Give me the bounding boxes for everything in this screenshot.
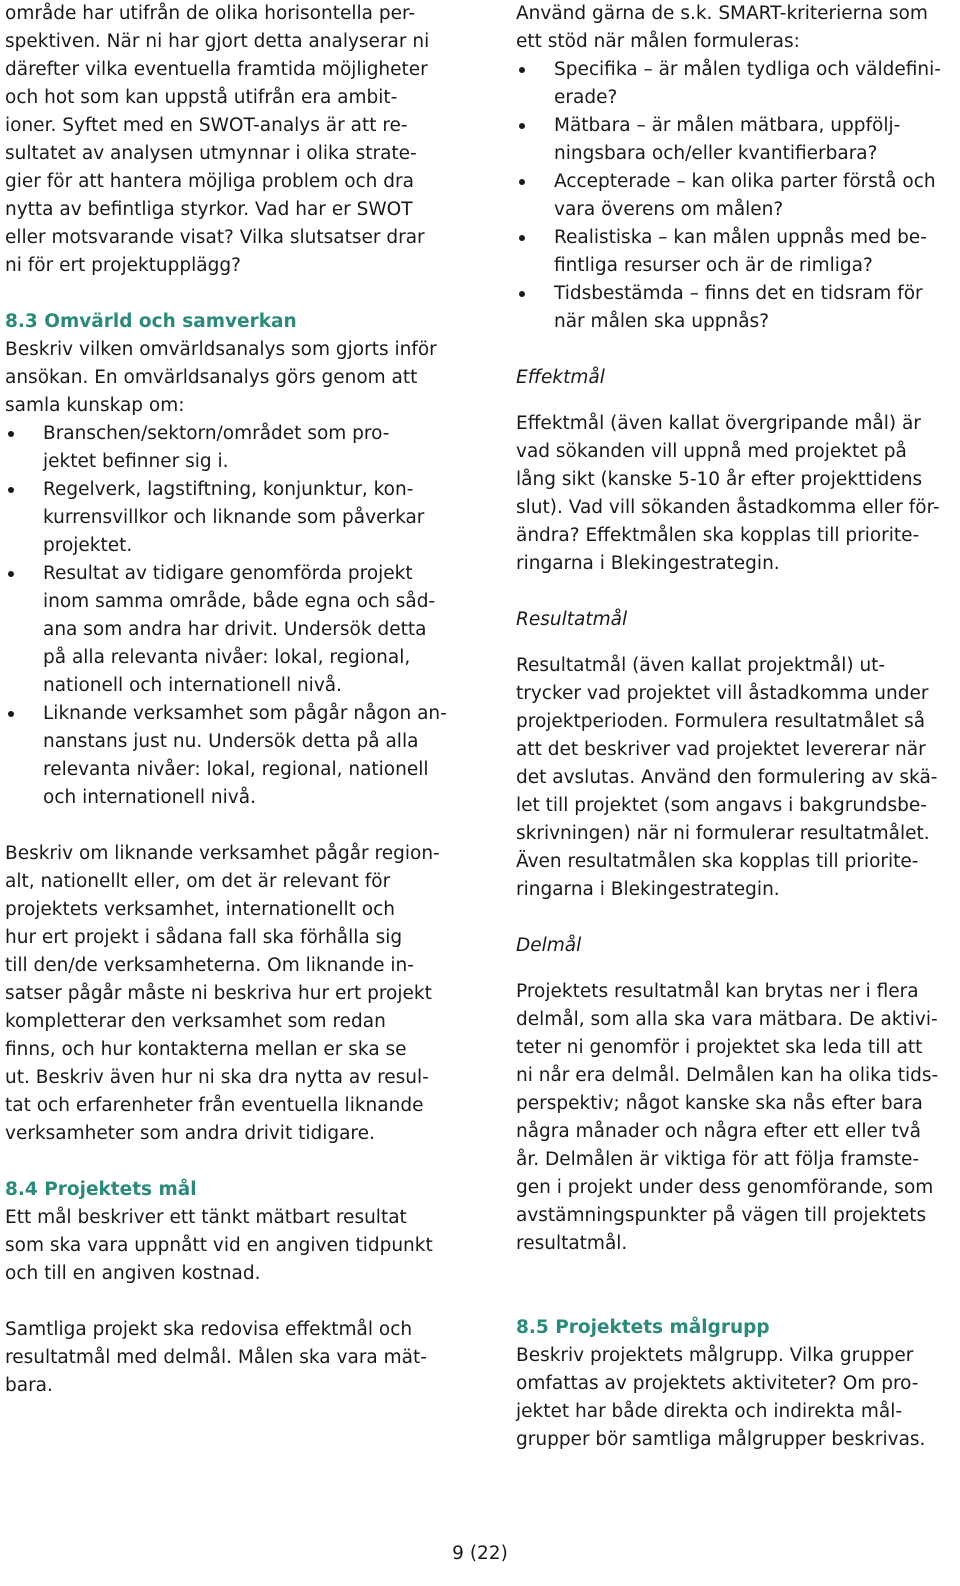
text-line: ningsbara och/eller kvantifierbara? xyxy=(554,143,878,164)
section-8-5-paragraph xyxy=(516,1342,952,1454)
text-line: vad sökanden vill uppnå med projektet på xyxy=(516,441,907,462)
text-line: därefter vilka eventuella framtida möjligheter xyxy=(5,59,428,80)
text-line: verksamheter som andra drivit tidigare. xyxy=(5,1123,375,1144)
list-item xyxy=(516,280,952,336)
text-line: Beskriv om liknande verksamhet pågår region- xyxy=(5,843,440,864)
smart-bullet-list xyxy=(516,56,952,336)
text-line: kurrensvillkor och liknande som påverkar xyxy=(43,507,425,528)
text-line: sultatet av analysen utmynnar i olika strate- xyxy=(5,143,417,164)
text-line: fintliga resurser och är de rimliga? xyxy=(554,255,873,276)
bullet-list xyxy=(5,420,457,812)
text-line: Resultatmål (även kallat projektmål) ut- xyxy=(516,655,886,676)
text-line: och till en angiven kostnad. xyxy=(5,1263,261,1284)
text-line: ioner. Syftet med en SWOT-analys är att re- xyxy=(5,115,408,136)
text-line: nationell och internationell nivå. xyxy=(43,675,342,696)
right-column xyxy=(516,0,952,1454)
text-line: Resultat av tidigare genomförda projekt xyxy=(43,563,413,584)
text-line: delmål, som alla ska vara mätbara. De aktivi- xyxy=(516,1009,938,1030)
list-item xyxy=(516,56,952,112)
text-line: Branschen/sektorn/området som pro- xyxy=(43,423,390,444)
text-line: hur ert projekt i sådana fall ska förhålla sig xyxy=(5,927,403,948)
text-line: bara. xyxy=(5,1375,53,1396)
section-heading-8-3: 8.3 Omvärld och samverkan xyxy=(5,311,297,332)
text-line: grupper bör samtliga målgrupper beskrivas. xyxy=(516,1429,926,1450)
text-line: trycker vad projektet vill åstadkomma under xyxy=(516,683,929,704)
text-line: finns, och hur kontakterna mellan er ska se xyxy=(5,1039,407,1060)
spacer xyxy=(516,960,952,978)
text-line: perspektiv; något kanske ska nås efter bara xyxy=(516,1093,923,1114)
text-line: ni för ert projektupplägg? xyxy=(5,255,241,276)
text-line: tat och erfarenheter från eventuella liknande xyxy=(5,1095,424,1116)
spacer xyxy=(516,578,952,606)
bullet-icon xyxy=(8,711,14,717)
list-item xyxy=(516,168,952,224)
bullet-icon xyxy=(8,487,14,493)
text-line: några månader och några efter ett eller två xyxy=(516,1121,921,1142)
text-line: när målen ska uppnås? xyxy=(554,311,770,332)
bullet-icon xyxy=(519,291,525,297)
text-line: Regelverk, lagstiftning, konjunktur, kon- xyxy=(43,479,414,500)
spacer xyxy=(516,634,952,652)
text-line: projektets verksamhet, internationellt och xyxy=(5,899,395,920)
text-line: Ett mål beskriver ett tänkt mätbart resultat xyxy=(5,1207,407,1228)
resultatmal-paragraph xyxy=(516,652,952,904)
subheading-delmal: Delmål xyxy=(516,935,582,956)
text-line: ringarna i Blekingestrategin. xyxy=(516,553,780,574)
text-line: teter ni genomför i projektet ska leda till att xyxy=(516,1037,923,1058)
text-line: ut. Beskriv även hur ni ska dra nytta av resul- xyxy=(5,1067,429,1088)
bullet-icon xyxy=(519,123,525,129)
text-line: kompletterar den verksamhet som redan xyxy=(5,1011,386,1032)
text-line: Även resultatmålen ska kopplas till priorite- xyxy=(516,851,919,872)
text-line: gen i projekt under dess genomförande, som xyxy=(516,1177,934,1198)
list-item xyxy=(516,224,952,280)
text-line: Accepterade – kan olika parter förstå och xyxy=(554,171,936,192)
bullet-icon xyxy=(519,67,525,73)
spacer xyxy=(5,1148,457,1176)
text-line: det avslutas. Använd den formulering av skä- xyxy=(516,767,938,788)
text-line: resultatmål. xyxy=(516,1233,628,1254)
text-line: till den/de verksamheterna. Om liknande in- xyxy=(5,955,414,976)
subheading-resultatmal: Resultatmål xyxy=(516,609,628,630)
text-line: let till projektet (som angavs i bakgrundsbe- xyxy=(516,795,927,816)
text-line: eller motsvarande visat? Vilka slutsatser drar xyxy=(5,227,425,248)
section-8-4-paragraph-2 xyxy=(5,1316,457,1400)
text-line: skrivningen) när ni formulerar resultatmålet. xyxy=(516,823,930,844)
spacer xyxy=(516,1286,952,1314)
text-line: på alla relevanta nivåer: lokal, regional, xyxy=(43,647,411,668)
text-line: Tidsbestämda – finns det en tidsram för xyxy=(554,283,923,304)
text-line: och hot som kan uppstå utifrån era ambit- xyxy=(5,87,398,108)
text-line: inom samma område, både egna och såd- xyxy=(43,591,436,612)
text-line: avstämningspunkter på vägen till projektets xyxy=(516,1205,927,1226)
section-8-3-intro xyxy=(5,336,457,420)
smart-intro xyxy=(516,0,952,56)
text-line: Specifika – är målen tydliga och väldefini- xyxy=(554,59,941,80)
text-line: ni når era delmål. Delmålen kan ha olika tids- xyxy=(516,1065,939,1086)
bullet-icon xyxy=(519,179,525,185)
section-8-3-paragraph xyxy=(5,840,457,1148)
text-line: område har utifrån de olika horisontella per- xyxy=(5,3,416,24)
text-line: gier för att hantera möjliga problem och dra xyxy=(5,171,414,192)
list-item xyxy=(5,560,457,700)
text-line: projektperioden. Formulera resultatmålet så xyxy=(516,711,926,732)
section-heading-8-5: 8.5 Projektets målgrupp xyxy=(516,1317,770,1338)
text-line: ringarna i Blekingestrategin. xyxy=(516,879,780,900)
text-line: Beskriv vilken omvärldsanalys som gjorts inför xyxy=(5,339,437,360)
text-line: vara överens om målen? xyxy=(554,199,784,220)
page-number: 9 (22) xyxy=(452,1543,508,1564)
text-line: jektet befinner sig i. xyxy=(43,451,229,472)
text-line: Projektets resultatmål kan brytas ner i flera xyxy=(516,981,919,1002)
text-line: Samtliga projekt ska redovisa effektmål och xyxy=(5,1319,413,1340)
subheading-effektmal: Effektmål xyxy=(516,367,605,388)
text-line: ett stöd när målen formuleras: xyxy=(516,31,800,52)
list-item xyxy=(516,112,952,168)
text-line: spektiven. När ni har gjort detta analyserar ni xyxy=(5,31,430,52)
bullet-icon xyxy=(8,431,14,437)
spacer xyxy=(5,280,457,308)
bullet-icon xyxy=(519,235,525,241)
section-8-4-paragraph-1 xyxy=(5,1204,457,1288)
text-line: erade? xyxy=(554,87,618,108)
text-line: Effektmål (även kallat övergripande mål) är xyxy=(516,413,921,434)
text-line: och internationell nivå. xyxy=(43,787,256,808)
spacer xyxy=(516,336,952,364)
text-line: år. Delmålen är viktiga för att följa framste- xyxy=(516,1149,920,1170)
text-line: jektet har både direkta och indirekta mål- xyxy=(516,1401,903,1422)
bullet-icon xyxy=(8,571,14,577)
text-line: nanstans just nu. Undersök detta på alla xyxy=(43,731,419,752)
swot-paragraph xyxy=(5,0,457,280)
text-line: samla kunskap om: xyxy=(5,395,185,416)
text-line: projektet. xyxy=(43,535,133,556)
delmal-paragraph xyxy=(516,978,952,1258)
text-line: alt, nationellt eller, om det är relevant för xyxy=(5,871,391,892)
text-line: som ska vara uppnått vid en angiven tidpunkt xyxy=(5,1235,433,1256)
text-line: relevanta nivåer: lokal, regional, nationell xyxy=(43,759,429,780)
text-line: satser pågår måste ni beskriva hur ert projekt xyxy=(5,983,432,1004)
list-item xyxy=(5,420,457,476)
text-line: slut). Vad vill sökanden åstadkomma eller för- xyxy=(516,497,940,518)
text-line: Realistiska – kan målen uppnås med be- xyxy=(554,227,927,248)
text-line: Använd gärna de s.k. SMART-kriterierna som xyxy=(516,3,928,24)
text-line: Mätbara – är målen mätbara, uppfölj- xyxy=(554,115,901,136)
text-line: nytta av befintliga styrkor. Vad har er SWOT xyxy=(5,199,413,220)
spacer xyxy=(516,1258,952,1286)
text-line: ansökan. En omvärldsanalys görs genom att xyxy=(5,367,418,388)
spacer xyxy=(5,1288,457,1316)
list-item xyxy=(5,476,457,560)
spacer xyxy=(516,904,952,932)
text-line: ana som andra har drivit. Undersök detta xyxy=(43,619,427,640)
text-line: Beskriv projektets målgrupp. Vilka grupper xyxy=(516,1345,914,1366)
effektmal-paragraph xyxy=(516,410,952,578)
text-line: Liknande verksamhet som pågår någon an- xyxy=(43,703,447,724)
spacer xyxy=(5,812,457,840)
text-line: omfattas av projektets aktiviteter? Om pro- xyxy=(516,1373,919,1394)
text-line: resultatmål med delmål. Målen ska vara mät- xyxy=(5,1347,427,1368)
text-line: ändra? Effektmålen ska kopplas till priorite- xyxy=(516,525,920,546)
section-heading-8-4: 8.4 Projektets mål xyxy=(5,1179,197,1200)
text-line: att det beskriver vad projektet levererar när xyxy=(516,739,926,760)
left-column xyxy=(5,0,457,1400)
spacer xyxy=(516,392,952,410)
text-line: lång sikt (kanske 5-10 år efter projekttidens xyxy=(516,469,923,490)
list-item xyxy=(5,700,457,812)
